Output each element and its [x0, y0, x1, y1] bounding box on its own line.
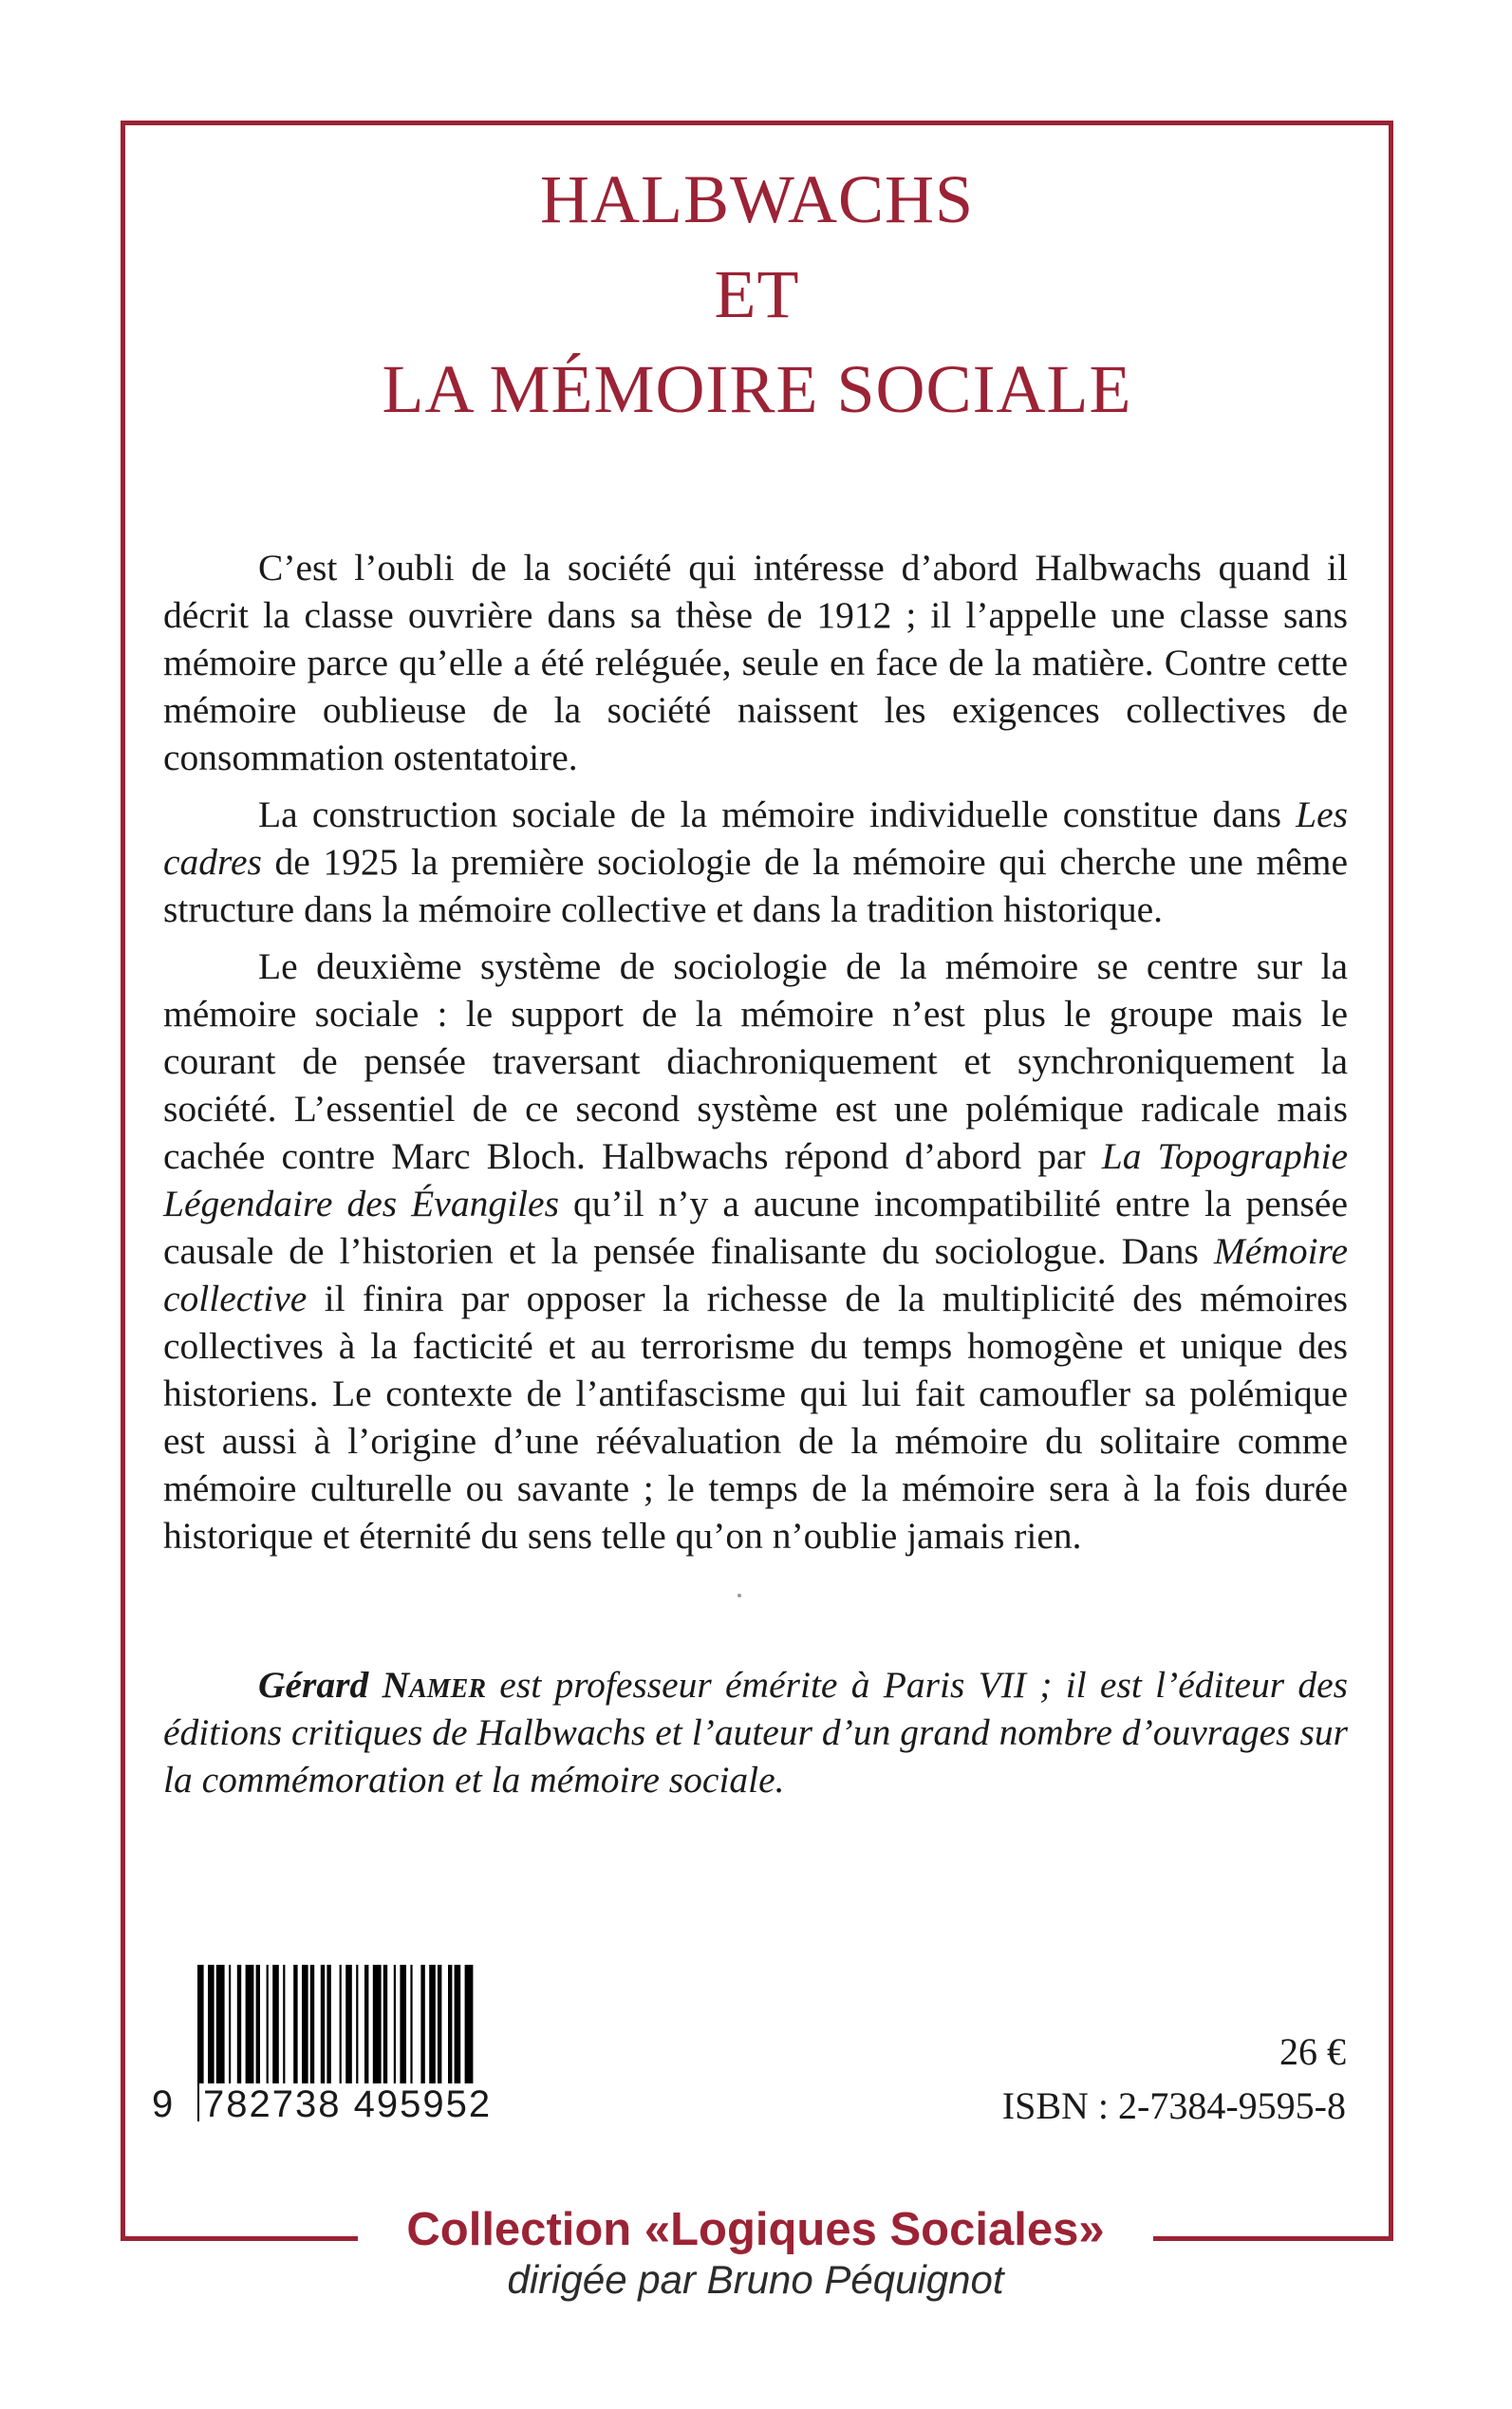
decorative-dot — [737, 1594, 741, 1597]
price: 26 € — [1279, 2030, 1346, 2073]
collection-director: dirigée par Bruno Péquignot — [507, 2257, 1004, 2302]
barcode-number: 782738 495952 — [199, 2083, 495, 2126]
author-last-name: Namer — [382, 1664, 487, 1706]
frame-bottom-left-border — [121, 2236, 358, 2241]
title-line-2: ET — [714, 256, 800, 332]
paragraph-3 — [163, 943, 1348, 1559]
paragraph-3-italic-2: Mémoire collective — [163, 1230, 1348, 1319]
back-cover-summary — [163, 544, 1348, 1569]
title-line-3: LA MÉMOIRE SOCIALE — [382, 351, 1132, 427]
paragraph-3-text-c: il finira par opposer la richesse de la multiplicité des mémoires collectives à la facticité et au terrorisme du temps homogène et unique des historiens. Le contexte de l’antifascisme qui lui fait camoufler sa polémique est aussi à l’origine d’une réévaluation de la mémoire du solitaire comme mémoire culturelle ou savante ; le temps de la mémoire sera à la fois durée historique et éternité du sens telle qu’on n’oublie jamais rien. — [163, 1278, 1348, 1557]
frame-left-border — [121, 121, 125, 2241]
author-bio-text: est professeur émérite à Paris VII ; il est l’éditeur des éditions critiques de Halbwachs et l’auteur d’un grand nombre d’ouvrages sur la commémoration et la mémoire sociale. — [163, 1664, 1348, 1801]
paragraph-2-text-b: de 1925 la première sociologie de la mémoire qui cherche une même structure dans la mémoire collective et dans la tradition historique. — [163, 841, 1348, 930]
paragraph-1-text: C’est l’oubli de la société qui intéresse d’abord Halbwachs quand il décrit la classe ouvrière dans sa thèse de 1912 ; il l’appelle une classe sans mémoire parce qu’elle a été reléguée, seule en face de la matière. Contre cette mémoire oublieuse de la société naissent les exigences collectives de consommation ostentatoire. — [163, 547, 1348, 778]
frame-right-border — [1389, 121, 1393, 2241]
title-line-1: HALBWACHS — [539, 161, 975, 237]
paragraph-3-text-a: Le deuxième système de sociologie de la mémoire se centre sur la mémoire sociale : le support de la mémoire n’est plus le groupe mais le courant de pensée traversant diachroniquement et synchroniquement la société. L’essentiel de ce second système est une polémique radicale mais cachée contre Marc Bloch. Halbwachs répond d’abord par — [163, 945, 1348, 1177]
author-first-name: Gérard — [258, 1664, 383, 1706]
frame-top-border — [121, 121, 1393, 125]
collection-name: Collection «Logiques Sociales» — [406, 2204, 1105, 2255]
paragraph-2 — [163, 791, 1348, 933]
paragraph-2-text-a: La construction sociale de la mémoire individuelle constitue dans — [258, 794, 1297, 835]
paragraph-3-italic-1: La Topographie Légendaire des Évangiles — [163, 1135, 1348, 1224]
book-title — [125, 152, 1389, 437]
frame-bottom-right-border — [1153, 2236, 1393, 2241]
paragraph-1 — [163, 544, 1348, 781]
barcode-first-digit: 9 — [152, 2083, 176, 2125]
isbn: ISBN : 2-7384-9595-8 — [1001, 2084, 1346, 2127]
paragraph-2-italic: Les cadres — [163, 794, 1348, 883]
paragraph-3-text-b: qu’il n’y a aucune incompatibilité entre la pensée causale de l’historien et la pensée finalisante du sociologue. Dans — [163, 1183, 1348, 1272]
author-bio — [163, 1661, 1348, 1803]
